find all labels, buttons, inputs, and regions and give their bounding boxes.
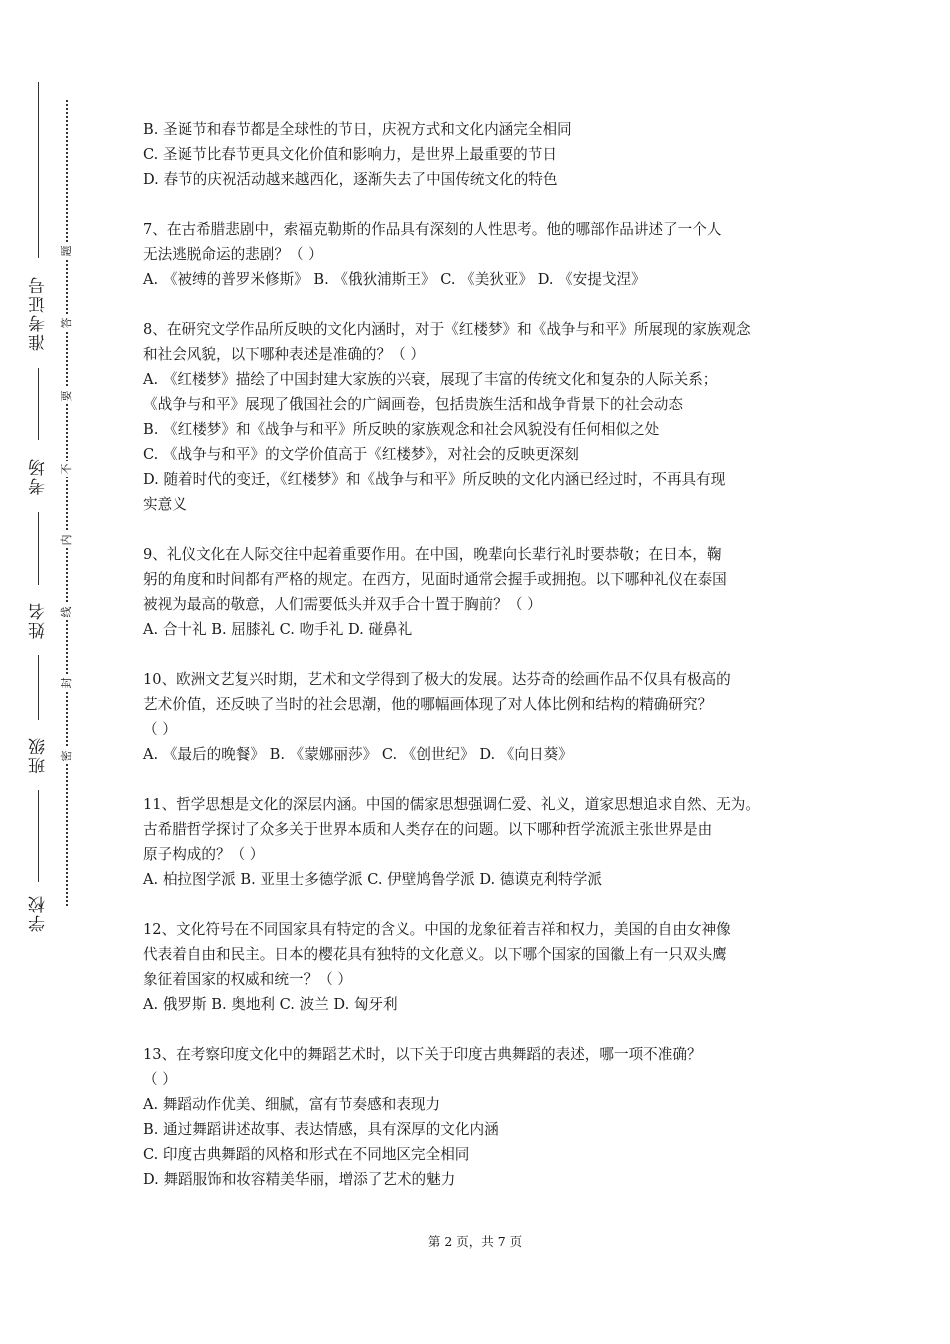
question-13 (143, 1042, 823, 1192)
option-line: A. 合十礼 B. 屈膝礼 C. 吻手礼 D. 碰鼻礼 (143, 621, 413, 638)
question-line: 7、在古希腊悲剧中，索福克勒斯的作品具有深刻的人性思考。他的哪部作品讲述了一个人 (143, 221, 722, 238)
seal-char: 要 (60, 388, 74, 404)
question-11 (143, 792, 823, 892)
question-line: （ ） (143, 721, 177, 738)
option-line: 实意义 (143, 496, 187, 513)
option-line: A. 舞蹈动作优美、细腻，富有节奏感和表现力 (143, 1096, 441, 1113)
option-line: A. 《被缚的普罗米修斯》 B. 《俄狄浦斯王》 C. 《美狄亚》 D. 《安提戈涅》 (143, 271, 646, 288)
seal-char: 答 (60, 315, 74, 331)
option-line: A. 俄罗斯 B. 奥地利 C. 波兰 D. 匈牙利 (143, 996, 398, 1013)
seal-char: 题 (60, 243, 74, 259)
question-line: 11、哲学思想是文化的深层内涵。中国的儒家思想强调仁爱、礼义，道家思想追求自然、无为。 (143, 796, 760, 813)
question-8 (143, 317, 823, 517)
seal-char: 封 (60, 675, 74, 691)
question-line: 8、在研究文学作品所反映的文化内涵时，对于《红楼梦》和《战争与和平》所展现的家族观念 (143, 321, 751, 338)
question-9 (143, 542, 823, 642)
question-line: 原子构成的？（ ） (143, 846, 265, 863)
question-line: 13、在考察印度文化中的舞蹈艺术时，以下关于印度古典舞蹈的表述，哪一项不准确？ (143, 1046, 702, 1063)
seal-char: 线 (60, 604, 74, 620)
question-line: 代表着自由和民主。日本的樱花具有独特的文化意义。以下哪个国家的国徽上有一只双头鹰 (143, 946, 727, 963)
option-line: D. 春节的庆祝活动越来越西化，逐渐失去了中国传统文化的特色 (143, 171, 558, 188)
binding-margin (0, 0, 110, 1344)
option-line: A. 《最后的晚餐》 B. 《蒙娜丽莎》 C. 《创世纪》 D. 《向日葵》 (143, 746, 573, 763)
option-line: B. 《红楼梦》和《战争与和平》所反映的家族观念和社会风貌没有任何相似之处 (143, 421, 660, 438)
school-label: 学校 (24, 882, 54, 944)
option-line: D. 随着时代的变迁，《红楼梦》和《战争与和平》所反映的文化内涵已经过时，不再具有现 (143, 471, 726, 488)
question-line: 10、欧洲文艺复兴时期，艺术和文学得到了极大的发展。达芬奇的绘画作品不仅具有极高的 (143, 671, 731, 688)
option-line: 《战争与和平》展现了俄国社会的广阔画卷，包括贵族生活和战争背景下的社会动态 (143, 396, 683, 413)
option-line: B. 圣诞节和春节都是全球性的节日，庆祝方式和文化内涵完全相同 (143, 121, 572, 138)
question-line: 无法逃脱命运的悲剧？（ ） (143, 246, 323, 263)
question-content (143, 117, 823, 1217)
question-12 (143, 917, 823, 1017)
option-line: C. 《战争与和平》的文学价值高于《红楼梦》，对社会的反映更深刻 (143, 446, 579, 463)
seal-char: 内 (60, 532, 74, 548)
question-10 (143, 667, 823, 767)
option-line: B. 通过舞蹈讲述故事、表达情感，具有深厚的文化内涵 (143, 1121, 499, 1138)
exam-room-label: 考场 (24, 440, 54, 512)
option-line: A. 《红楼梦》描绘了中国封建大家族的兴衰，展现了丰富的传统文化和复杂的人际关系； (143, 371, 718, 388)
seal-char: 不 (60, 461, 74, 477)
class-label: 班级 (24, 720, 54, 790)
name-label: 姓名 (24, 585, 54, 655)
question-line: 和社会风貌，以下哪种表述是准确的？（ ） (143, 346, 425, 363)
page-footer: 第 2 页，共 7 页 (427, 1234, 523, 1249)
question-line: 象征着国家的权威和统一？（ ） (143, 971, 352, 988)
question-line: 躬的角度和时间都有严格的规定。在西方，见面时通常会握手或拥抱。以下哪种礼仪在泰国 (143, 571, 727, 588)
option-line: D. 舞蹈服饰和妆容精美华丽，增添了艺术的魅力 (143, 1171, 456, 1188)
question-line: 12、文化符号在不同国家具有特定的含义。中国的龙象征着吉祥和权力，美国的自由女神像 (143, 921, 731, 938)
option-line: C. 印度古典舞蹈的风格和形式在不同地区完全相同 (143, 1146, 470, 1163)
question-6-continued (143, 117, 823, 192)
seal-dotted-line (66, 100, 68, 906)
question-line: 艺术价值，还反映了当时的社会思潮，他的哪幅画体现了对人体比例和结构的精确研究？ (143, 696, 713, 713)
exam-id-label: 准考证号 (24, 258, 54, 368)
question-line: （ ） (143, 1071, 177, 1088)
question-line: 9、礼仪文化在人际交往中起着重要作用。在中国，晚辈向长辈行礼时要恭敬；在日本，鞠 (143, 546, 722, 563)
question-line: 被视为最高的敬意，人们需要低头并双手合十置于胸前？（ ） (143, 596, 542, 613)
option-line: A. 柏拉图学派 B. 亚里士多德学派 C. 伊壁鸠鲁学派 D. 德谟克利特学派 (143, 871, 602, 888)
seal-char: 密 (60, 748, 74, 764)
question-line: 古希腊哲学探讨了众多关于世界本质和人类存在的问题。以下哪种哲学流派主张世界是由 (143, 821, 713, 838)
option-line: C. 圣诞节比春节更具文化价值和影响力，是世界上最重要的节日 (143, 146, 557, 163)
question-7 (143, 217, 823, 292)
